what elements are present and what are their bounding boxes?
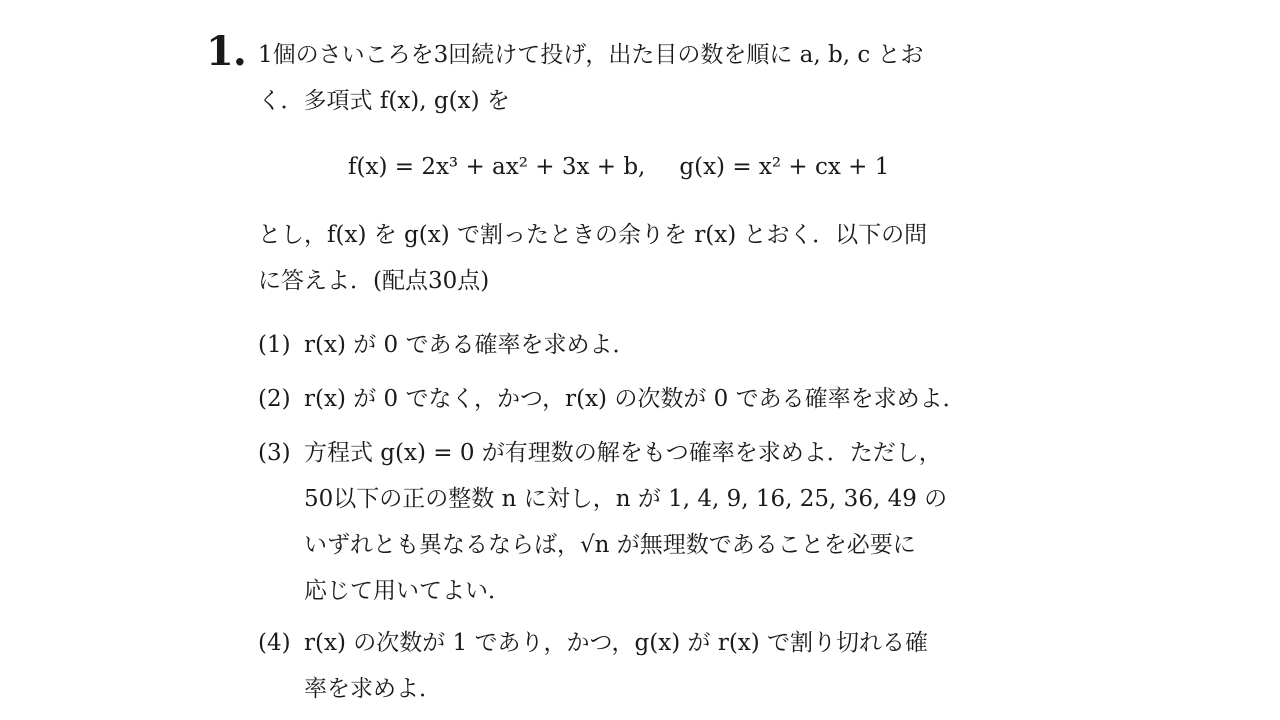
question-label: (3)	[258, 440, 291, 466]
question-4	[258, 628, 928, 658]
question-label: (4)	[258, 630, 291, 656]
formula-display	[348, 152, 889, 182]
question-3-continuation: 50以下の正の整数 n に対し，n が 1, 4, 9, 16, 25, 36, 49 の	[304, 486, 948, 512]
question-text: r(x) が 0 である確率を求めよ．	[304, 332, 636, 358]
formula-g: g(x) = x² + cx + 1	[679, 154, 890, 180]
condition-line-2: に答えよ．(配点30点)	[258, 268, 490, 294]
intro-line-1: 1個のさいころを3回続けて投げ，出た目の数を順に a, b, c とお	[258, 42, 924, 68]
problem-number: 1.	[206, 28, 246, 75]
question-text: r(x) の次数が 1 であり，かつ，g(x) が r(x) で割り切れる確	[304, 630, 929, 656]
question-2	[258, 384, 966, 414]
formula-f: f(x) = 2x³ + ax² + 3x + b,	[348, 154, 646, 180]
question-text: 方程式 g(x) = 0 が有理数の解をもつ確率を求めよ．ただし，	[304, 440, 942, 466]
question-3-continuation: いずれとも異なるならば，√n が無理数であることを必要に	[304, 532, 916, 558]
intro-line-2: く．多項式 f(x), g(x) を	[258, 88, 510, 114]
question-text: r(x) が 0 でなく，かつ，r(x) の次数が 0 である確率を求めよ．	[304, 386, 966, 412]
question-label: (2)	[258, 386, 291, 412]
question-label: (1)	[258, 332, 291, 358]
question-3-continuation: 応じて用いてよい．	[304, 578, 511, 604]
condition-line-1: とし，f(x) を g(x) で割ったときの余りを r(x) とおく．以下の問	[258, 222, 928, 248]
question-3	[258, 438, 942, 468]
question-4-continuation: 率を求めよ．	[304, 676, 442, 702]
question-1	[258, 330, 635, 360]
